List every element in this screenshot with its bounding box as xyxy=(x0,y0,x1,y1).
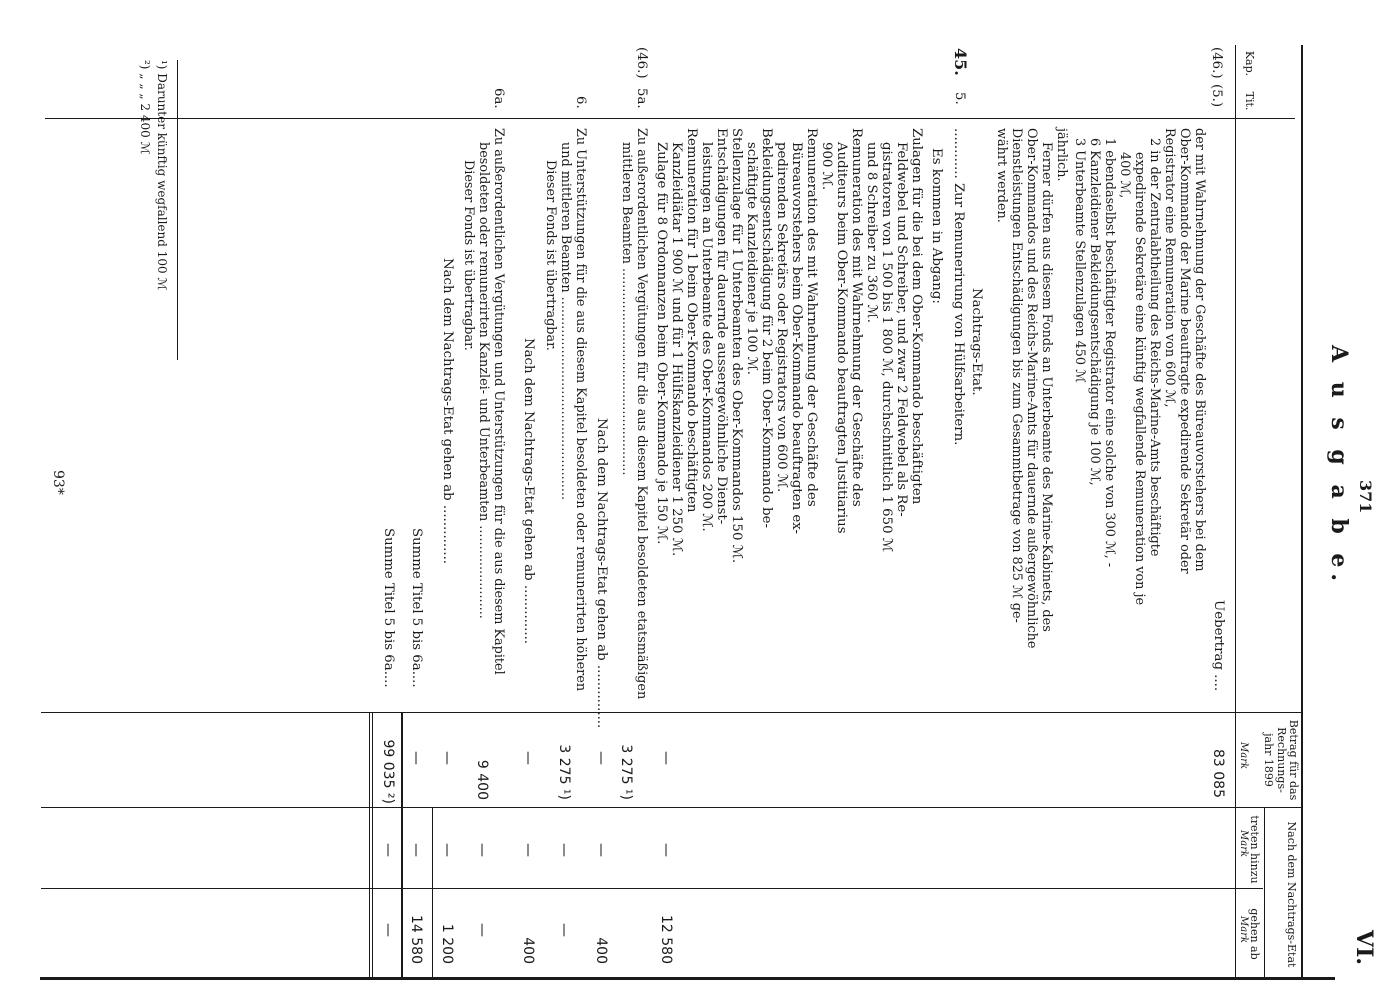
abgang-line: Büreauvorstehers beim Ober-Kommando beauftragten ex- xyxy=(789,142,804,534)
p1-line: 400 ℳ, xyxy=(1117,152,1132,199)
t6a-line: besoldeten oder remunerirten Kanzlei- und Unterbeamten ....................... xyxy=(476,142,491,619)
abgang-line: Stellenzulage für 1 Unterbeamten des Ober-Kommandos 150 ℳ. xyxy=(729,128,744,564)
kap-45: 45. xyxy=(951,48,970,76)
p1-line: 3 Unterbeamte Stellenzulagen 450 ℳ xyxy=(1072,138,1087,383)
col-tit: Tit. xyxy=(1243,91,1256,111)
tit-5a: 5a. xyxy=(634,88,649,109)
double-rule xyxy=(369,712,370,978)
t6-betrag-dash: — xyxy=(520,751,536,765)
t5a-line: mittleren Beamten ................................................... xyxy=(619,142,634,476)
abgang-gehen-ab: 12 580 xyxy=(658,915,674,964)
abgang-line: Remuneration für 1 beim Ober-Kommando beschäftigten xyxy=(684,128,699,513)
p1-line: 6 Kanzleidiener Bekleidungsentschädigung je 100 ℳ, xyxy=(1087,138,1102,486)
t6a-line: Zu außerordentlichen Vergütungen und Unterstützungen für die aus diesem Kapitel xyxy=(491,128,506,675)
t6-treten-dash: — xyxy=(556,843,572,857)
abgang-line: gistratoren von 1 500 bis 1 800 ℳ, durchschnittlich 1 650 ℳ xyxy=(879,142,894,552)
t5a-betrag: 3 275 ¹) xyxy=(618,744,634,800)
abgang-betrag-dash: — xyxy=(658,751,674,765)
column-divider xyxy=(41,888,1263,889)
document-title: A u s g a b e. xyxy=(1326,345,1352,588)
col-nach-etat: Nach dem Nachtrags-Etat xyxy=(1285,821,1298,968)
t6a-gehen-dash: — xyxy=(474,923,490,937)
t5a-gehen-ab: 400 xyxy=(593,937,609,964)
t5a-betrag-dash: — xyxy=(593,751,609,765)
footnote-2: ²) „ „ „ 2 400 ℳ xyxy=(138,60,152,155)
p2-line: Ober-Kommandos und des Reichs-Marine-Amts für dauernde außergewöhnliche xyxy=(1024,128,1039,649)
col-betrag: Betrag für das Rechnungs-jahr 1899 xyxy=(1262,719,1300,801)
p2-line: jährlich. xyxy=(1054,128,1069,182)
t6a-treten-dash: — xyxy=(474,843,490,857)
col-gehen-ab: gehen ab xyxy=(1248,908,1261,960)
tit-5: 5. xyxy=(952,92,967,105)
footnote-rule xyxy=(177,60,178,360)
tit-6: 6. xyxy=(573,96,588,109)
carry-label: Uebertrag .... xyxy=(1211,600,1226,692)
t6a-betrag: 9 400 xyxy=(474,759,490,800)
bottom-mark: 93* xyxy=(50,470,66,495)
t6a-betrag-dash: — xyxy=(439,751,455,765)
double-rule xyxy=(372,712,373,978)
t6a-gehen-ab: 1 200 xyxy=(439,923,455,964)
col-betrag-unit: Mark xyxy=(1238,742,1249,770)
p1-line: der mit Wahrnehmung der Geschäfte des Büreauvorstehers bei dem xyxy=(1192,128,1207,572)
page-number: 371 xyxy=(1356,480,1375,514)
abgang-line: Kanzleidiätar 1 900 ℳ und für 1 Hülfskanzleidiener 1 250 ℳ. xyxy=(669,142,684,557)
column-divider xyxy=(41,807,1301,808)
tit-6a: 6a. xyxy=(491,88,506,109)
t5a-nach-label: Nach dem Nachtrags-Etat gehen ab ............... xyxy=(594,418,609,729)
kap-46-repeat: (46.) xyxy=(634,47,649,79)
tit-5-text: ............ Zur Remunerirung von Hülfsarbeitern. xyxy=(951,128,966,446)
abgang-line: 900 ℳ. xyxy=(819,142,834,191)
t6-gehen-dash: — xyxy=(556,923,572,937)
section-number: VI. xyxy=(1351,930,1377,966)
t5a-line: Zu außerordentlichen Vergütungen für die aus diesem Kapitel besoldeten etatsmäßigen xyxy=(634,128,649,700)
t6-gehen-ab: 400 xyxy=(520,937,536,964)
sum-rule xyxy=(432,808,433,978)
p1-line: Ober-Kommando der Marine beauftragte expedirende Sekretär oder xyxy=(1177,128,1192,574)
table-top-rule xyxy=(1301,45,1303,980)
col-gehen-unit: Mark xyxy=(1238,916,1249,944)
t6-line: und mittleren Beamten .................................................. xyxy=(558,142,573,501)
abgang-line: schäftigte Kanzleidiener je 100 ℳ. xyxy=(744,142,759,375)
summe-2-label: Summe Titel 5 bis 6a.... xyxy=(381,528,396,688)
p2-line: Dienstleistungen Entschädigungen bis zum Gesammtbetrage von 825 ℳ ge- xyxy=(1009,128,1024,623)
summe-1-label: Summe Titel 5 bis 6a.... xyxy=(409,528,424,688)
t5a-treten-dash: — xyxy=(593,843,609,857)
header-divider xyxy=(1264,808,1265,978)
summe-1-treten-dash: — xyxy=(408,843,424,857)
abgang-line: Entschädigungen für dauernde aussergewöhnliche Dienst- xyxy=(714,128,729,525)
p1-line: expedirende Sekretäre eine künftig wegfallende Remuneration von je xyxy=(1132,152,1147,606)
t6-line: Zu Unterstützungen für die aus diesem Kapitel besoldeten oder remunerirten höheren xyxy=(573,128,588,692)
table-right-rule xyxy=(40,977,1335,980)
prev-kap: (46.) xyxy=(1209,47,1224,79)
abgang-line: Zulage für 8 Ordonnanzen beim Ober-Kommando je 150 ℳ. xyxy=(654,142,669,545)
abgang-line: Bekleidungsentschädigung für 2 beim Ober-Kommando be- xyxy=(759,128,774,528)
abgang-line: Remuneration des mit Wahrnehmung der Geschäfte des xyxy=(849,128,864,507)
abgang-treten-dash: — xyxy=(658,843,674,857)
col-kap: Kap. xyxy=(1243,50,1256,77)
abgang-line: Remuneration des mit Wahrnehmung der Geschäfte des xyxy=(804,128,819,507)
t6-treten-dash-2: — xyxy=(520,843,536,857)
abgang-line: und 8 Schreiber zu 360 ℳ. xyxy=(864,142,879,323)
abgang-line: leistungen an Unterbeamte des Ober-Kommandos 200 ℳ. xyxy=(699,142,714,532)
t6a-nach-label: Nach dem Nachtrags-Etat gehen ab .............. xyxy=(440,258,455,565)
p2-line: Ferner dürfen aus diesem Fonds an Unterbeamte des Marine-Kabinets, des xyxy=(1039,142,1054,632)
p2-line: währt werden. xyxy=(994,128,1009,223)
summe-2-value: 99 035 ²) xyxy=(380,739,396,804)
t6a-line: Dieser Fonds ist übertragbar. xyxy=(461,160,476,351)
col-treten-unit: Mark xyxy=(1238,830,1249,858)
prev-tit: (5.) xyxy=(1209,84,1224,108)
nachtrag-heading: Nachtrags-Etat. xyxy=(969,288,984,396)
p1-line: Registrator eine Remuneration von 600 ℳ, xyxy=(1162,128,1177,408)
abgang-heading: Es kommen in Abgang: xyxy=(929,148,944,304)
summe-1-betrag-dash: — xyxy=(408,751,424,765)
footnote-1: ¹) Darunter künftig wegfallend 100 ℳ xyxy=(155,60,169,291)
summe-1-value: 14 580 xyxy=(408,915,424,964)
abgang-line: Zulagen für die bei dem Ober-Kommando beschäftigten xyxy=(909,128,924,505)
t6a-treten-dash-2: — xyxy=(439,843,455,857)
abgang-line: Auditeurs beim Ober-Kommando beauftragten Justitiarius xyxy=(834,142,849,534)
t6-nach-label: Nach dem Nachtrags-Etat gehen ab .............. xyxy=(521,338,536,645)
header-bottom-rule xyxy=(1235,45,1236,980)
abgang-line: Feldwebel und Schreiber, und zwar 2 Feldwebel als Re- xyxy=(894,142,909,517)
carry-value: 83 085 xyxy=(1210,749,1226,798)
column-divider xyxy=(45,118,1295,119)
t6-line: Dieser Fonds ist übertragbar. xyxy=(543,160,558,351)
summe-2-treten-dash: — xyxy=(380,843,396,857)
column-divider xyxy=(41,712,1301,713)
summe-2-gehen-dash: — xyxy=(380,923,396,937)
abgang-line: pedirenden Sekretärs oder Registrators von 600 ℳ. xyxy=(774,142,789,493)
t6-betrag: 3 275 ¹) xyxy=(556,744,572,800)
p1-line: 1 ebendaselbst beschäftigter Registrator eine solche von 300 ℳ, - xyxy=(1102,138,1117,568)
p1-line: 2 in der Zentralabtheilung des Reichs-Marine-Amts beschäftigte xyxy=(1147,138,1162,557)
col-treten-hinzu: treten hinzu xyxy=(1248,815,1261,884)
sum-rule xyxy=(401,712,403,978)
